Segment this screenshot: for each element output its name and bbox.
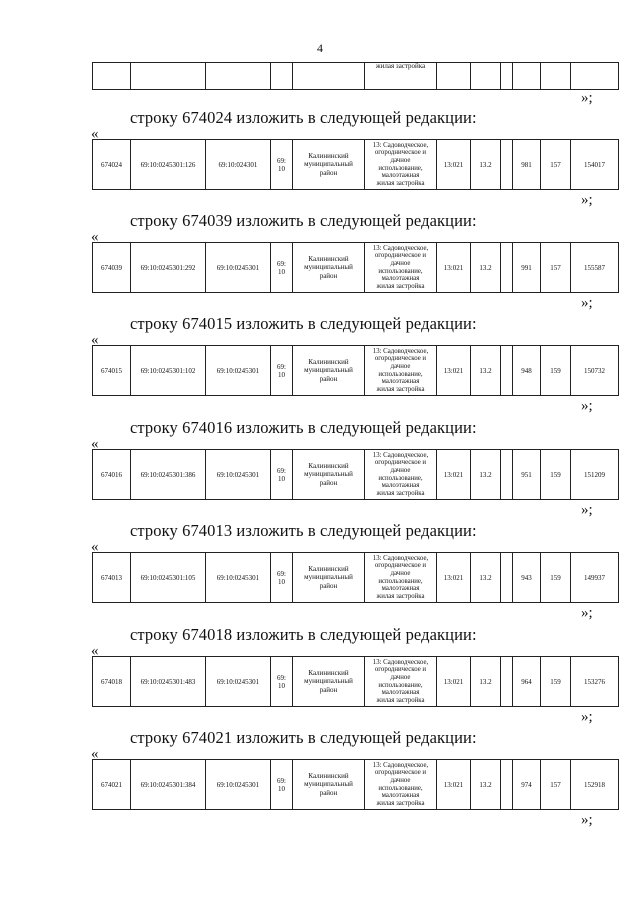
closing-quote: »; (581, 192, 593, 208)
table-row (93, 657, 619, 707)
area-cell: 981 (513, 140, 541, 190)
area-cell: 951 (513, 450, 541, 500)
group-cell: 13.2 (471, 243, 501, 293)
land-use-cell: 13: Садоводческое, огородническое и дачное использование, малоэтажная жилая застройка (365, 346, 437, 396)
use-code-cell: 13:021 (437, 346, 471, 396)
opening-quote: « (91, 332, 99, 348)
value-cell: 157 (541, 140, 571, 190)
entry-heading: строку 674024 изложить в следующей редакции: (130, 108, 477, 127)
entry-table (92, 242, 619, 293)
region-code-cell: 69: 10 (271, 346, 293, 396)
area-cell: 991 (513, 243, 541, 293)
entry-table (92, 656, 619, 707)
table-row (93, 243, 619, 293)
empty-cell (501, 760, 513, 810)
entry-heading: строку 674018 изложить в следующей редакции: (130, 625, 477, 644)
value-cell: 157 (541, 760, 571, 810)
group-cell: 13.2 (471, 346, 501, 396)
area-cell: 974 (513, 760, 541, 810)
entry-heading: строку 674021 изложить в следующей редакции: (130, 728, 477, 747)
opening-quote: « (91, 539, 99, 555)
closing-quote: »; (581, 709, 593, 725)
entry-table (92, 139, 619, 190)
group-cell: 13.2 (471, 760, 501, 810)
table-row (93, 760, 619, 810)
cadastral-quarter-cell: 69:10:0245301 (206, 553, 271, 603)
empty-cell (501, 553, 513, 603)
land-use-cell: 13: Садоводческое, огородническое и дачное использование, малоэтажная жилая застройка (365, 140, 437, 190)
entry-heading: строку 674013 изложить в следующей редакции: (130, 521, 477, 540)
entry-table (92, 759, 619, 810)
table-row (93, 450, 619, 500)
opening-quote: « (91, 229, 99, 245)
table-row (93, 346, 619, 396)
table-row (93, 553, 619, 603)
municipality-cell: Калининский муниципальный район (293, 657, 365, 707)
opening-quote: « (91, 746, 99, 762)
opening-quote: « (91, 643, 99, 659)
closing-quote: »; (581, 398, 593, 414)
cadastral-quarter-cell: 69:10:0245301 (206, 243, 271, 293)
land-use-cell: 13: Садоводческое, огородническое и дачное использование, малоэтажная жилая застройка (365, 553, 437, 603)
closing-quote: »; (581, 605, 593, 621)
use-code-cell: 13:021 (437, 553, 471, 603)
use-code-cell: 13:021 (437, 760, 471, 810)
cadastral-quarter-cell: 69:10:0245301 (206, 346, 271, 396)
region-code-cell: 69: 10 (271, 553, 293, 603)
cadastral-number-cell: 69:10:0245301:384 (131, 760, 206, 810)
area-cell: 948 (513, 346, 541, 396)
total-cell: 154017 (571, 140, 619, 190)
cadastral-quarter-cell: 69:10:0245301 (206, 760, 271, 810)
closing-quote: »; (581, 502, 593, 518)
empty-cell (501, 657, 513, 707)
cadastral-number-cell: 69:10:0245301:483 (131, 657, 206, 707)
empty-cell (501, 346, 513, 396)
table-row (93, 140, 619, 190)
cadastral-number-cell: 69:10:0245301:126 (131, 140, 206, 190)
region-code-cell: 69: 10 (271, 450, 293, 500)
region-code-cell: 69: 10 (271, 657, 293, 707)
area-cell: 964 (513, 657, 541, 707)
empty-cell (501, 140, 513, 190)
land-use-cell: 13: Садоводческое, огородническое и дачное использование, малоэтажная жилая застройка (365, 243, 437, 293)
use-code-cell: 13:021 (437, 243, 471, 293)
total-cell: 150732 (571, 346, 619, 396)
row-number-cell: 674024 (93, 140, 131, 190)
municipality-cell: Калининский муниципальный район (293, 243, 365, 293)
cadastral-quarter-cell: 69:10:0245301 (206, 450, 271, 500)
value-cell: 159 (541, 450, 571, 500)
total-cell: 152918 (571, 760, 619, 810)
value-cell: 159 (541, 346, 571, 396)
use-code-cell: 13:021 (437, 450, 471, 500)
municipality-cell: Калининский муниципальный район (293, 553, 365, 603)
cadastral-number-cell: 69:10:0245301:102 (131, 346, 206, 396)
cadastral-quarter-cell: 69:10:0245301 (206, 657, 271, 707)
page-number: 4 (317, 41, 323, 55)
group-cell: 13.2 (471, 450, 501, 500)
use-code-cell: 13:021 (437, 140, 471, 190)
total-cell: 151209 (571, 450, 619, 500)
use-code-cell: 13:021 (437, 657, 471, 707)
entry-heading: строку 674039 изложить в следующей редакции: (130, 211, 477, 230)
region-code-cell: 69: 10 (271, 760, 293, 810)
row-number-cell: 674016 (93, 450, 131, 500)
land-use-cell: 13: Садоводческое, огородническое и дачное использование, малоэтажная жилая застройка (365, 657, 437, 707)
closing-quote: »; (581, 295, 593, 311)
group-cell: 13.2 (471, 140, 501, 190)
value-cell: 157 (541, 243, 571, 293)
empty-cell (501, 243, 513, 293)
municipality-cell: Калининский муниципальный район (293, 760, 365, 810)
region-code-cell: 69: 10 (271, 140, 293, 190)
total-cell: 155587 (571, 243, 619, 293)
row-number-cell: 674021 (93, 760, 131, 810)
row-number-cell: 674018 (93, 657, 131, 707)
entry-table (92, 552, 619, 603)
total-cell: 149937 (571, 553, 619, 603)
cadastral-quarter-cell: 69:10:024301 (206, 140, 271, 190)
cadastral-number-cell: 69:10:0245301:386 (131, 450, 206, 500)
row-number-cell: 674039 (93, 243, 131, 293)
row-number-cell: 674013 (93, 553, 131, 603)
entry-heading: строку 674016 изложить в следующей редакции: (130, 418, 477, 437)
area-cell: 943 (513, 553, 541, 603)
closing-quote: »; (581, 812, 593, 828)
cadastral-number-cell: 69:10:0245301:105 (131, 553, 206, 603)
land-use-cell: 13: Садоводческое, огородническое и дачное использование, малоэтажная жилая застройка (365, 760, 437, 810)
opening-quote: « (91, 436, 99, 452)
municipality-cell: Калининский муниципальный район (293, 346, 365, 396)
value-cell: 159 (541, 553, 571, 603)
top-fragment-use: жилая застройка (375, 62, 426, 70)
total-cell: 153276 (571, 657, 619, 707)
entry-heading: строку 674015 изложить в следующей редакции: (130, 314, 477, 333)
empty-cell (501, 450, 513, 500)
municipality-cell: Калининский муниципальный район (293, 140, 365, 190)
group-cell: 13.2 (471, 657, 501, 707)
cadastral-number-cell: 69:10:0245301:292 (131, 243, 206, 293)
top-table-fragment (92, 62, 619, 90)
municipality-cell: Калининский муниципальный район (293, 450, 365, 500)
closing-quote: »; (581, 90, 593, 106)
region-code-cell: 69: 10 (271, 243, 293, 293)
opening-quote: « (91, 126, 99, 142)
value-cell: 159 (541, 657, 571, 707)
entry-table (92, 345, 619, 396)
land-use-cell: 13: Садоводческое, огородническое и дачное использование, малоэтажная жилая застройка (365, 450, 437, 500)
row-number-cell: 674015 (93, 346, 131, 396)
entry-table (92, 449, 619, 500)
group-cell: 13.2 (471, 553, 501, 603)
